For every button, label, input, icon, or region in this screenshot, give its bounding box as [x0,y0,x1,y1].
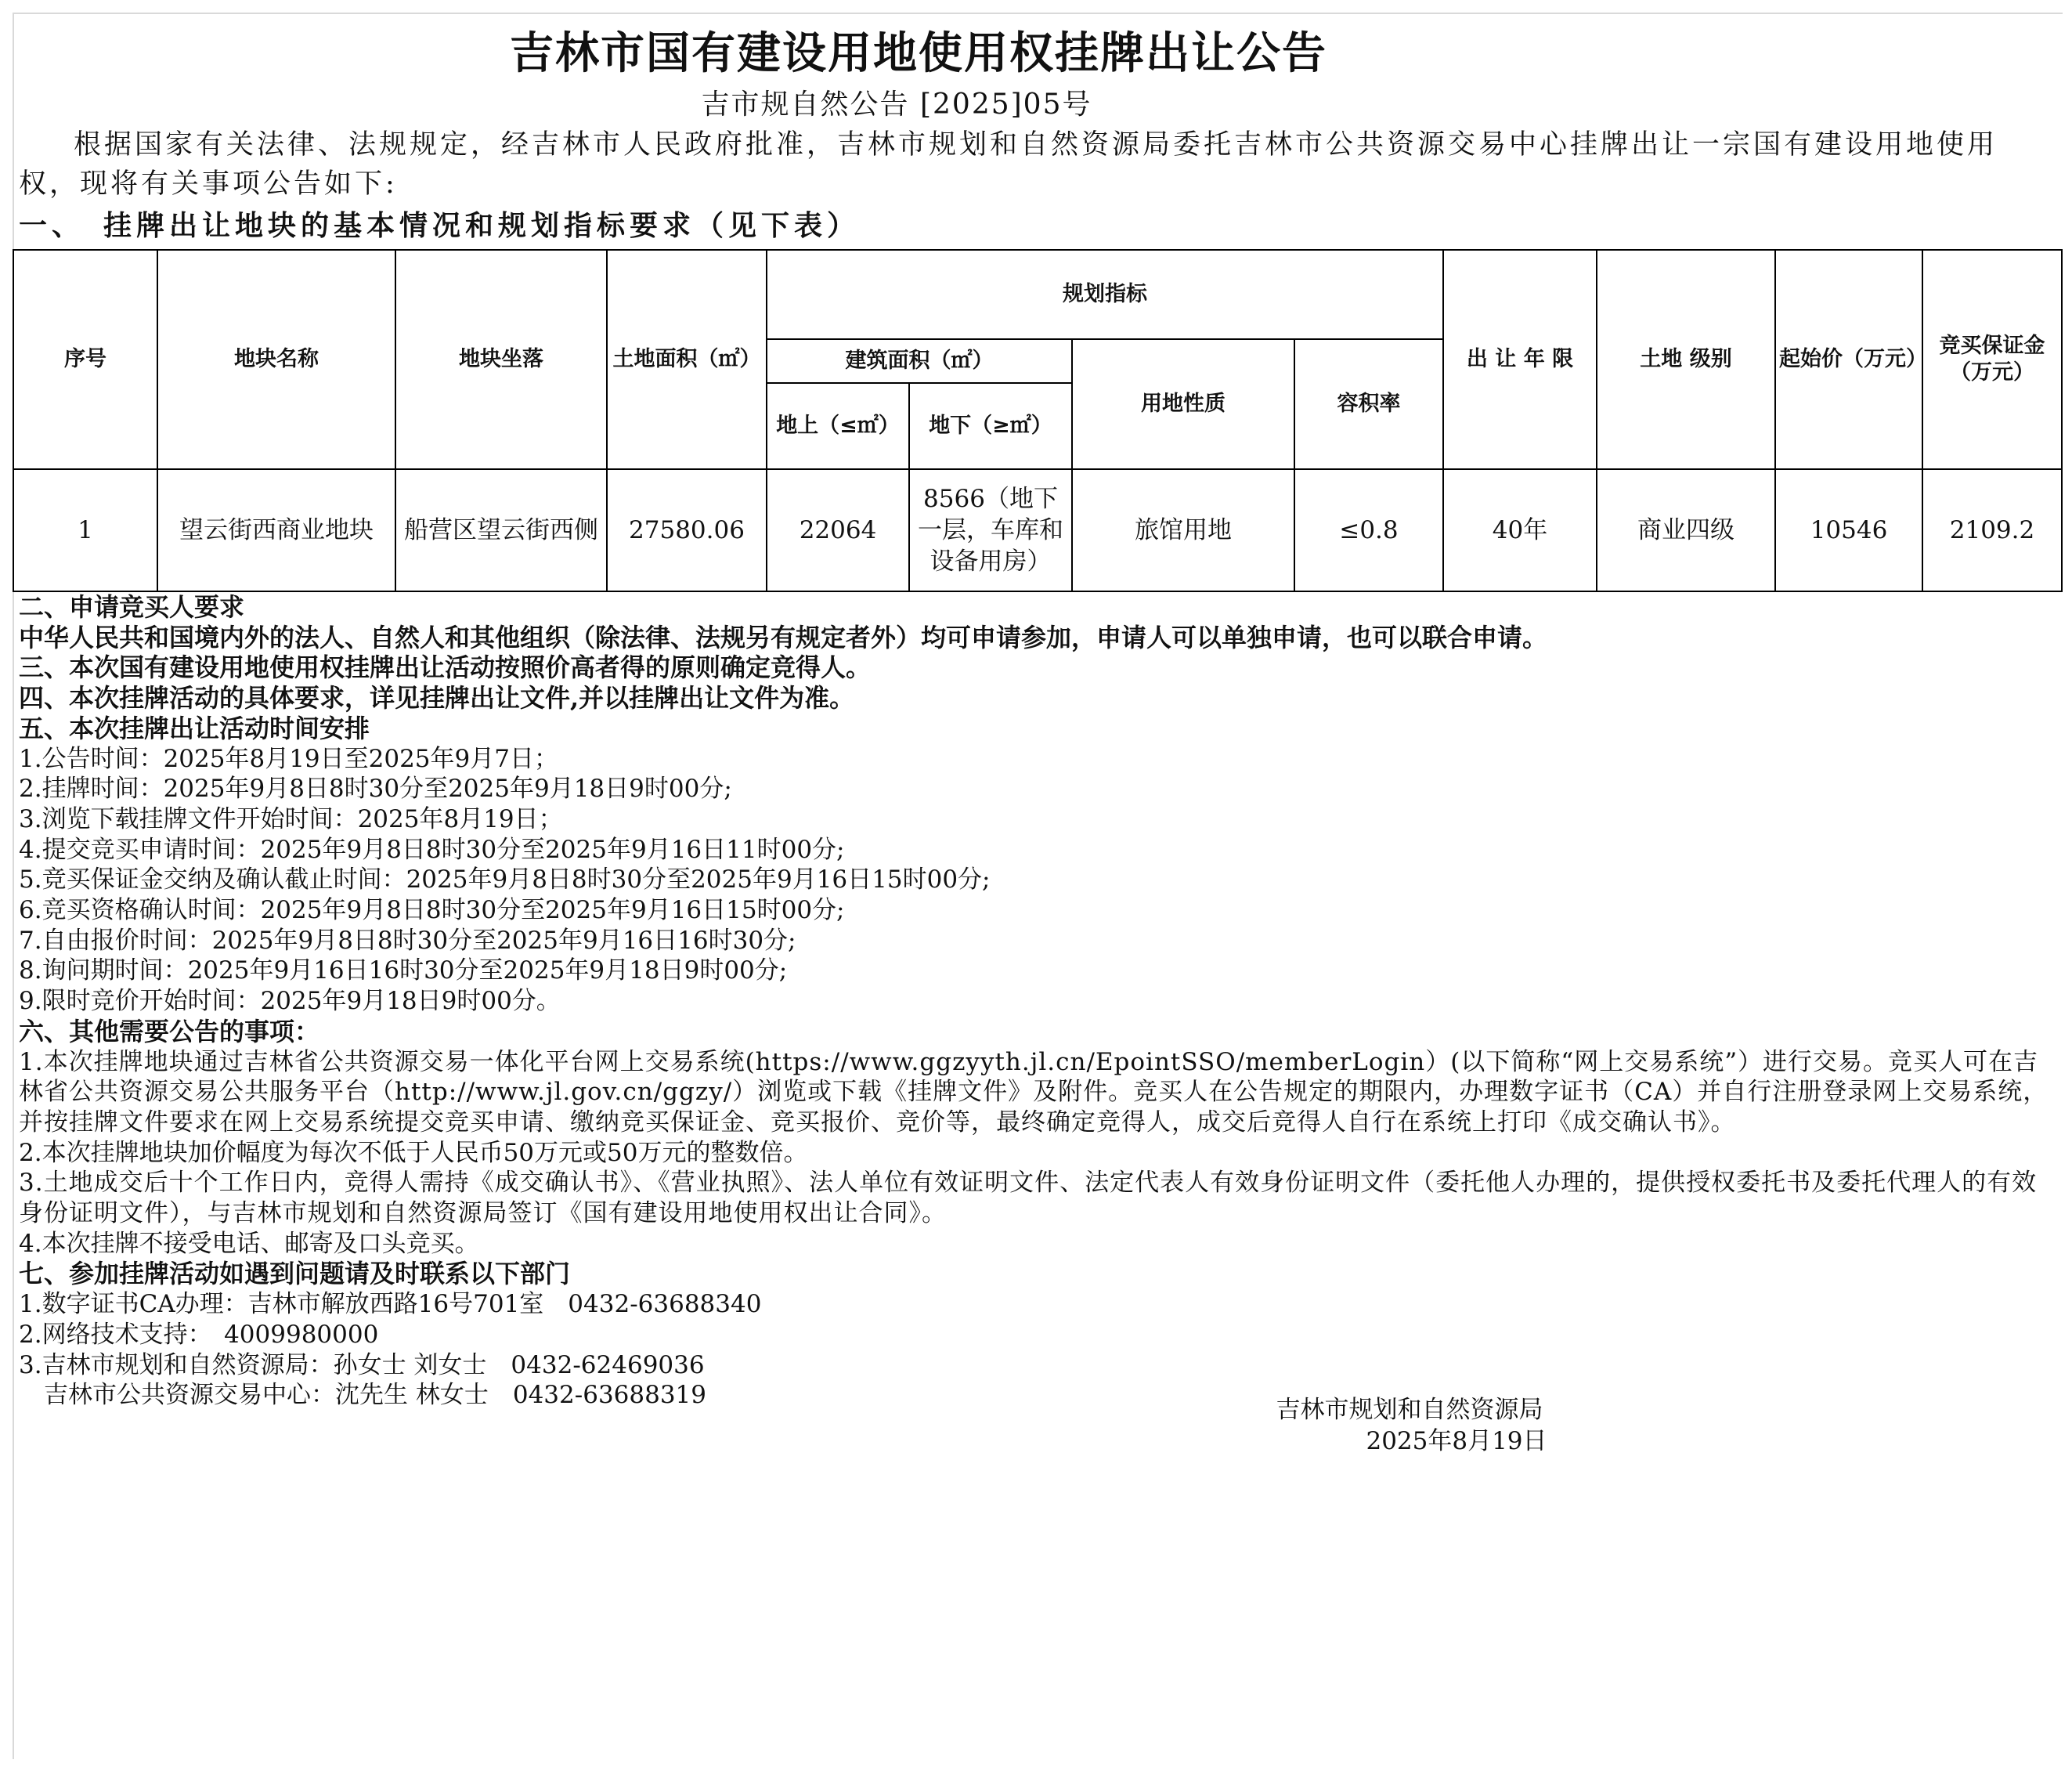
contact-item: 2.网络技术支持： 4009980000 [19,1320,379,1349]
cell-deposit: 2109.2 [1922,469,2062,591]
section1-heading: 一、 挂牌出让地块的基本情况和规划指标要求（见下表） [19,209,861,242]
schedule-item: 7.自由报价时间：2025年9月8日8时30分至2025年9月16日16时30分; [19,926,796,955]
section5-heading: 五、本次挂牌出让活动时间安排 [19,713,370,743]
section7-heading: 七、参加挂牌活动如遇到问题请及时联系以下部门 [19,1259,571,1289]
header-below-ground: 地下（≥㎡） [909,383,1072,469]
cell-start-price: 10546 [1775,469,1922,591]
signature-org: 吉林市规划和自然资源局 [1276,1396,1543,1424]
header-parcel-name: 地块名称 [157,250,395,469]
cell-above-ground: 22064 [767,469,909,591]
schedule-item: 3.浏览下载挂牌文件开始时间：2025年8月19日； [19,804,563,833]
header-seq: 序号 [13,250,157,469]
announcement-body [19,592,2058,1411]
signature-date: 2025年8月19日 [1366,1427,1547,1455]
cell-seq: 1 [13,469,157,591]
schedule-item: 4.提交竞买申请时间：2025年9月8日8时30分至2025年9月16日11时00分; [19,835,845,864]
header-floor-area-ratio: 容积率 [1294,339,1443,469]
contact-item: 吉林市公共资源交易中心：沈先生 林女士 0432-63688319 [44,1381,707,1410]
cell-parcel-name: 望云街西商业地块 [157,469,395,591]
header-location: 地块坐落 [395,250,607,469]
notice-item: 4.本次挂牌不接受电话、邮寄及口头竞买。 [19,1229,479,1258]
contact-item: 1.数字证书CA办理：吉林市解放西路16号701室 0432-63688340 [19,1290,762,1319]
cell-below-ground: 8566（地下一层，车库和设备用房） [909,469,1072,591]
notice-item: 1.本次挂牌地块通过吉林省公共资源交易一体化平台网上交易系统(https://www.ggzyyth.jl.cn/EpointSSO/memberLogin）(以下简称“网上交易系统”）进行交易。竞买人可在吉林省公共资源交易公共服务平台（http://www.jl.gov.cn/ggzy/）浏览或下载《挂牌文件》及附件。竞买人在公告规定的期限内，办理数字证书（CA）并自行注册登录网上交易系统，并按挂牌文件要求在网上交易系统提交竞买申请、缴纳竞买保证金、竞买报价、竞价等，最终确定竞得人，成交后竞得人自行在系统上打印《成交确认书》。 [19,1047,2049,1136]
section2-text: 中华人民共和国境内外的法人、自然人和其他组织（除法律、法规另有规定者外）均可申请参加，申请人可以单独申请，也可以联合申请。 [19,622,1548,652]
land-parcel-table [13,249,2063,592]
notice-item: 2.本次挂牌地块加价幅度为每次不低于人民币50万元或50万元的整数倍。 [19,1138,808,1167]
signature-block [1175,1394,1644,1457]
schedule-item: 2.挂牌时间：2025年9月8日8时30分至2025年9月18日9时00分; [19,775,732,804]
header-land-use: 用地性质 [1072,339,1294,469]
schedule-item: 8.询问期时间：2025年9月16日16时30分至2025年9月18日9时00分; [19,956,788,985]
sheet-border-top [13,13,2063,14]
schedule-item: 5.竞买保证金交纳及确认截止时间：2025年9月8日8时30分至2025年9月16日15时00分; [19,865,991,894]
schedule-item: 6.竞买资格确认时间：2025年9月8日8时30分至2025年9月16日15时00分; [19,896,845,925]
notice-item: 3.土地成交后十个工作日内，竞得人需持《成交确认书》、《营业执照》、法人单位有效证明文件、法定代表人有效身份证明文件（委托他人办理的，提供授权委托书及委托代理人的有效身份证明文件），与吉林市规划和自然资源局签订《国有建设用地使用权出让合同》。 [19,1169,2038,1228]
section4-heading: 四、本次挂牌活动的具体要求，详见挂牌出让文件,并以挂牌出让文件为准。 [19,683,855,714]
header-planning-indicators: 规划指标 [767,250,1443,339]
header-land-area: 土地面积（㎡） [607,250,767,469]
cell-floor-area-ratio: ≤0.8 [1294,469,1443,591]
contact-item: 3.吉林市规划和自然资源局：孙女士 刘女士 0432-62469036 [19,1350,705,1379]
cell-land-grade: 商业四级 [1597,469,1775,591]
header-building-area: 建筑面积（㎡） [767,339,1072,383]
cell-land-use: 旅馆用地 [1072,469,1294,591]
cell-location: 船营区望云街西侧 [395,469,607,591]
schedule-item: 9.限时竞价开始时间：2025年9月18日9时00分。 [19,987,561,1016]
section3-heading: 三、本次国有建设用地使用权挂牌出让活动按照价高者得的原则确定竞得人。 [19,652,872,683]
table-row [13,469,2062,591]
header-deposit: 竞买保证金（万元） [1922,250,2062,469]
cell-term: 40年 [1443,469,1597,591]
header-land-grade: 土地 级别 [1597,250,1775,469]
section6-heading: 六、其他需要公告的事项： [19,1016,320,1046]
header-above-ground: 地上（≤㎡） [767,383,909,469]
section2-heading: 二、申请竞买人要求 [19,592,245,622]
schedule-item: 1.公告时间：2025年8月19日至2025年9月7日； [19,744,558,773]
intro-paragraph: 根据国家有关法律、法规规定，经吉林市人民政府批准，吉林市规划和自然资源局委托吉林市公共资源交易中心挂牌出让一宗国有建设用地使用权，现将有关事项公告如下: [19,129,1998,200]
header-term: 出 让 年 限 [1443,250,1597,469]
document-title: 吉林市国有建设用地使用权挂牌出让公告 [510,27,1327,79]
cell-land-area: 27580.06 [607,469,767,591]
header-start-price: 起始价（万元） [1775,250,1922,469]
document-number: 吉市规自然公告 [2025]05号 [701,89,1092,121]
